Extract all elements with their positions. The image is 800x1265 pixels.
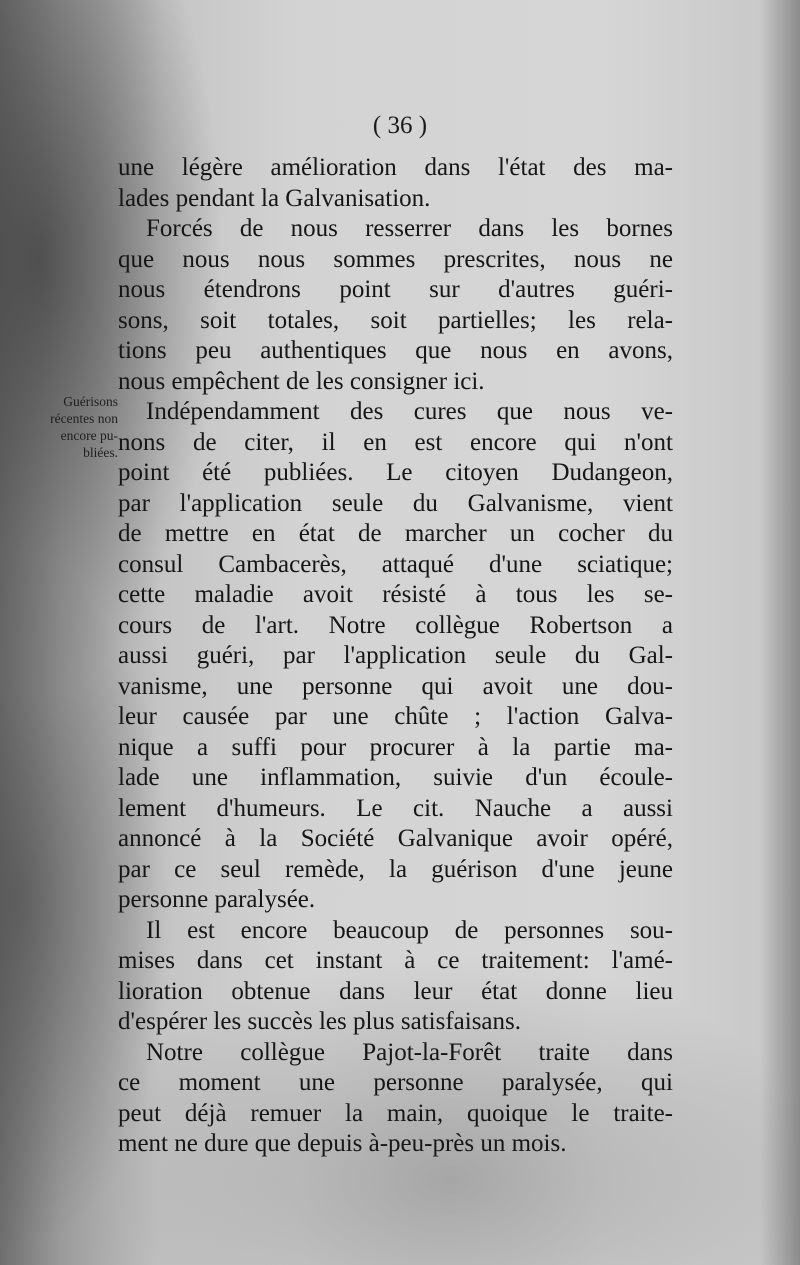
page-number: ( 36 ) <box>372 112 428 139</box>
paragraph <box>118 214 673 397</box>
margin-note-line: Guérisons <box>63 394 118 409</box>
text-line: lioration obtenue dans leur état donne lieu <box>118 977 673 1005</box>
text-line: nique a suffi pour procurer à la partie ma- <box>118 733 673 761</box>
paragraph <box>118 397 673 916</box>
text-line: personne paralysée. <box>118 886 316 913</box>
text-line: Indépendamment des cures que nous ve- <box>146 398 673 425</box>
text-line: lade une inflammation, suivie d'un écoule- <box>118 764 673 791</box>
text-line: ce moment une personne paralysée, qui <box>118 1069 673 1096</box>
margin-note-line: encore pu- <box>60 428 118 443</box>
text-line: nous étendrons point sur d'autres guéri- <box>118 276 673 303</box>
text-line: annoncé à la Société Galvanique avoir opéré, <box>118 825 673 852</box>
text-line: Forcés de nous resserrer dans les bornes <box>146 215 673 242</box>
text-line: consul Cambacerès, attaqué d'une sciatique; <box>118 550 673 578</box>
text-line: de mettre en état de marcher un cocher du <box>118 520 673 547</box>
text-line: lades pendant la Galvanisation. <box>118 184 431 212</box>
text-line: cette maladie avoit résisté à tous les se- <box>118 581 673 608</box>
text-line: peut déjà remuer la main, quoique le traite- <box>118 1099 673 1127</box>
text-line: d'espérer les succès les plus satisfaisans. <box>118 1008 522 1035</box>
text-line: nons de citer, il en est encore qui n'ont <box>118 428 673 456</box>
text-line: Notre collègue Pajot-la-Forêt traite dans <box>146 1038 673 1066</box>
paragraph <box>118 1038 673 1160</box>
text-line: sons, soit totales, soit partielles; les rela- <box>118 306 673 334</box>
text-line: lement d'humeurs. Le cit. Nauche a aussi <box>118 794 673 822</box>
text-line: nous empêchent de les consigner ici. <box>118 367 485 395</box>
text-line: tions peu authentiques que nous en avons, <box>118 337 673 364</box>
margin-note-line: bliées. <box>83 445 118 460</box>
margin-note <box>0 393 118 461</box>
text-line: ment ne dure que depuis à-peu-près un mois. <box>118 1130 567 1157</box>
text-line: Il est encore beaucoup de personnes sou- <box>146 916 673 944</box>
text-line: vanisme, une personne qui avoit une dou- <box>118 672 673 700</box>
body-text <box>118 153 673 1160</box>
text-line: par ce seul remède, la guérison d'une jeune <box>118 855 673 883</box>
text-line: que nous nous sommes prescrites, nous ne <box>118 245 673 273</box>
text-line: une légère amélioration dans l'état des ma- <box>118 154 673 181</box>
text-line: leur causée par une chûte ; l'action Galva- <box>118 703 673 730</box>
paragraph <box>118 153 673 214</box>
text-line: mises dans cet instant à ce traitement: l'amé- <box>118 947 673 974</box>
text-line: cours de l'art. Notre collègue Robertson a <box>118 611 673 639</box>
text-line: par l'application seule du Galvanisme, vient <box>118 489 673 517</box>
margin-note-line: récentes non <box>50 411 118 426</box>
text-line: aussi guéri, par l'application seule du Gal- <box>118 642 673 669</box>
text-line: point été publiées. Le citoyen Dudangeon, <box>118 459 673 486</box>
paragraph <box>118 916 673 1038</box>
